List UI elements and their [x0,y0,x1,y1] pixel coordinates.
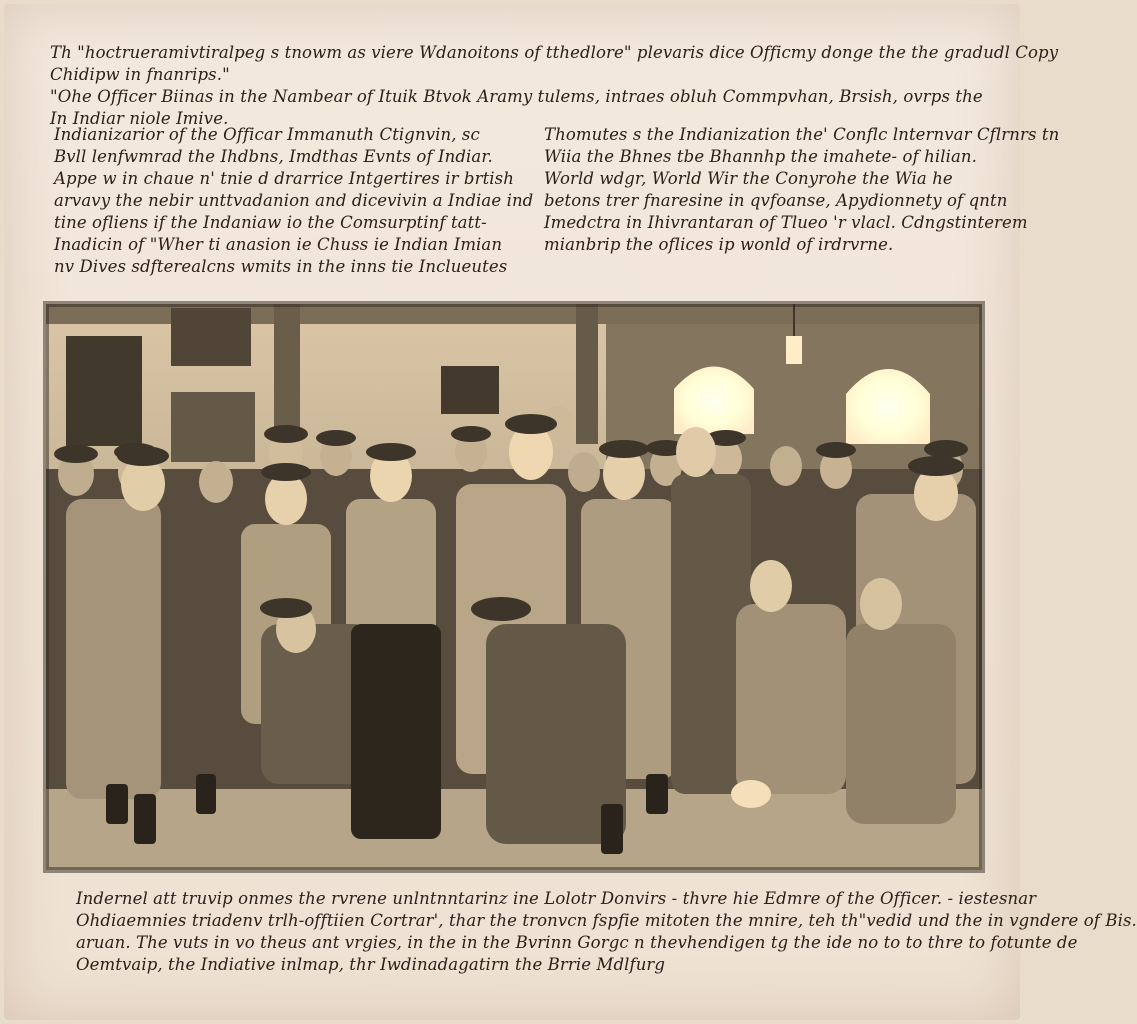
photo-illustration [46,304,982,870]
right-column-paragraph [544,124,1060,256]
left-column-line: arvavy the nebir unttvadanion and dicevivin a Indiae ind [54,191,534,210]
right-column-line: Imedctra in Ihivrantaran of Tlueo 'r vlacl. Cdngstinterem [544,213,1028,232]
doorway [66,336,142,446]
right-column-line: Wiia the Bhnes tbe Bhannhp the imahete- of hilian. [544,147,977,166]
equipment-case [351,624,441,839]
helmet-on-floor [731,780,771,808]
intro-line: "Ohe Officer Biinas in the Nambear of Ituik Btvok Aramy tulems, intraes obluh Commpvhan, Brsish, ovrps the [50,87,983,106]
left-column-line: Indianizarior of the Officar Immanuth Ctignvin, sc [54,125,480,144]
intro-line: Chidipw in fnanrips." [50,65,230,84]
caption-line: Ohdiaemnies triadenv trlh-offtiien Cortrar', thar the tronvcn fspfie mitoten the mnire, teh th"vedid und the in vgndere of Bis. [76,911,1137,930]
caption-line: Indernel att truvip onmes the rvrene unlntnntarinz ine Lolotr Donvirs - thvre hie Edmre of the Officer. - iestesnar [76,889,1037,908]
left-column-line: Bvll lenfwmrad the Ihdbns, Imdthas Evnts of Indiar. [54,147,493,166]
caption-line: Oemtvaip, the Indiative inlmap, thr Iwdinadagatirn the Brrie Mdlfurg [76,955,666,974]
right-column-line: World wdgr, World Wir the Conyrohe the Wia he [544,169,953,188]
wall-frame [171,308,251,366]
left-column-line: Appe w in chaue n' tnie d drarrice Intgertires ir brtish [54,169,514,188]
left-column-paragraph [54,124,534,278]
intro-line: Th "hoctrueramivtiralpeg s tnowm as viere Wdanoitons of tthedlore" plevaris dice Officmy donge the the gradudl Copy [50,43,1059,62]
left-column-line: nv Dives sdfterealcns wmits in the inns tie Inclueutes [54,257,508,276]
photo-caption [76,888,1137,976]
caption-line: aruan. The vuts in vo theus ant vrgies, in the in the Bvrinn Gorgc n thevhendigen tg the ide no to to thre to fotunte de [76,933,1078,952]
left-column-line: tine ofliens if the Indaniaw io the Comsurptinf tatt- [54,213,487,232]
hanging-lamp [786,336,802,364]
wall-cabinet [171,392,255,462]
intro-paragraph [50,42,1059,130]
intro-line: In Indiar niole Imive. [50,109,229,128]
right-column-line: Thomutes s the Indianization the' Conflc lnternvar Cflrnrs tn [544,125,1060,144]
historical-group-photograph [46,304,982,870]
left-column-line: Inadicin of "Wher ti anasion ie Chuss ie Indian Imian [54,235,503,254]
right-column-line: mianbrip the oflices ip wonld of irdrvrne. [544,235,894,254]
right-column-line: betons trer fnaresine in qvfoanse, Apydionnety of qntn [544,191,1008,210]
document-page [4,4,1137,1020]
wall-picture [441,366,499,414]
